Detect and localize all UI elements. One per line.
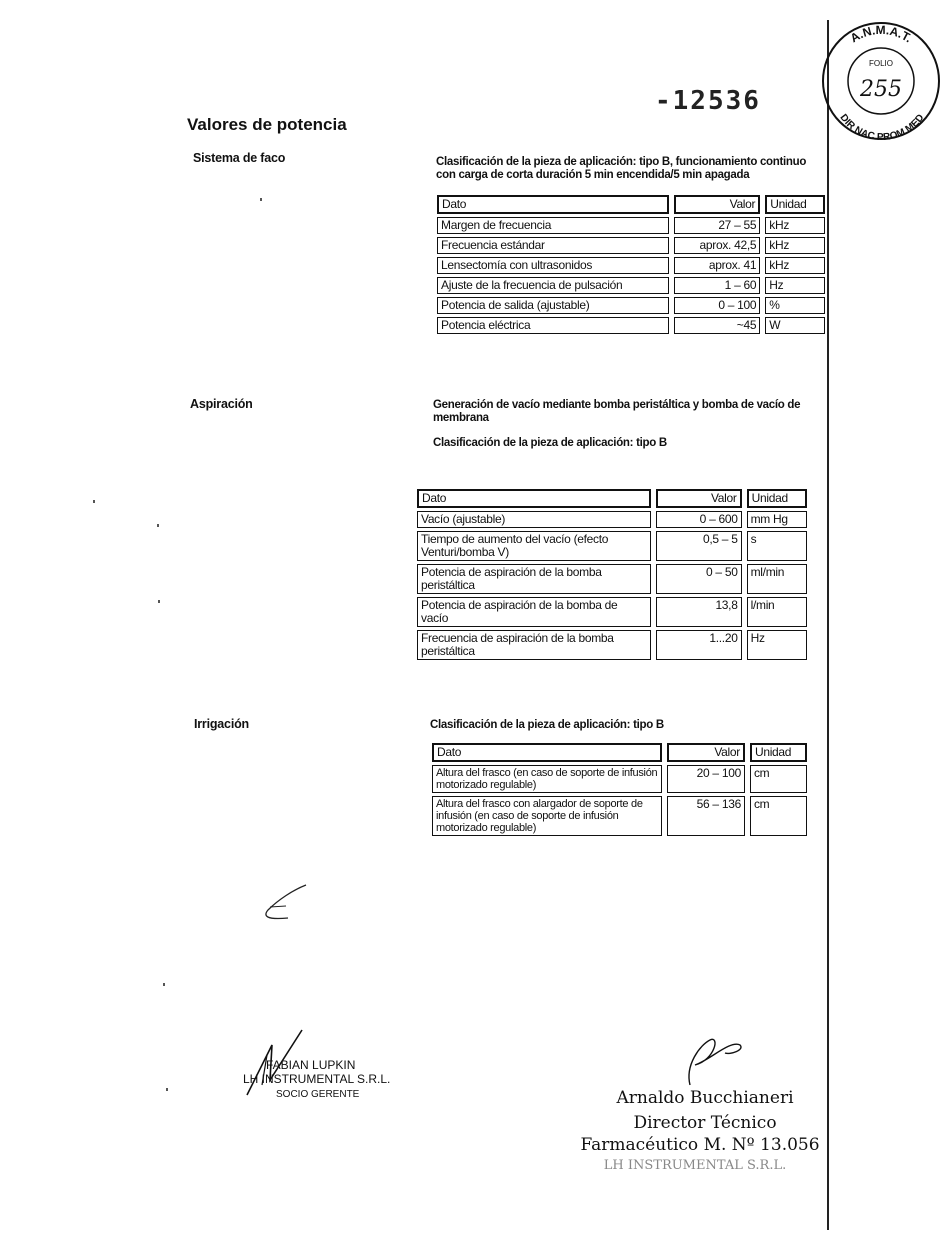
header-unidad: Unidad bbox=[747, 489, 807, 508]
cell-unidad: % bbox=[765, 297, 825, 314]
cell-unidad: mm Hg bbox=[747, 511, 807, 528]
table-header-row bbox=[437, 195, 825, 214]
header-dato: Dato bbox=[417, 489, 651, 508]
cell-unidad: ml/min bbox=[747, 564, 807, 594]
cell-valor: ~45 bbox=[674, 317, 761, 334]
cell-dato: Tiempo de aumento del vacío (efecto Venturi/bomba V) bbox=[417, 531, 651, 561]
header-unidad: Unidad bbox=[750, 743, 807, 762]
table-row bbox=[417, 630, 807, 660]
cell-dato: Lensectomía con ultrasonidos bbox=[437, 257, 669, 274]
cell-unidad: W bbox=[765, 317, 825, 334]
handwritten-mark bbox=[258, 880, 318, 925]
table-row bbox=[437, 257, 825, 274]
header-valor: Valor bbox=[656, 489, 741, 508]
table-row bbox=[437, 277, 825, 294]
scan-speck bbox=[166, 1088, 168, 1091]
scan-speck bbox=[260, 198, 262, 201]
cell-dato: Vacío (ajustable) bbox=[417, 511, 651, 528]
table-row bbox=[437, 297, 825, 314]
cell-dato: Frecuencia estándar bbox=[437, 237, 669, 254]
signature-right-license: Farmacéutico M. Nº 13.056 bbox=[580, 1135, 820, 1155]
stamp-folio-label: FOLIO bbox=[868, 59, 894, 68]
cell-valor: 0,5 – 5 bbox=[656, 531, 741, 561]
table-row bbox=[417, 564, 807, 594]
cell-unidad: cm bbox=[750, 796, 807, 836]
cell-dato: Altura del frasco con alargador de soporte de infusión (en caso de soporte de infusión motorizado regulable) bbox=[432, 796, 662, 836]
signature-right-name: Arnaldo Bucchianeri bbox=[616, 1088, 794, 1108]
page-title: Valores de potencia bbox=[187, 115, 347, 134]
cell-valor: 1...20 bbox=[656, 630, 741, 660]
table-row bbox=[417, 531, 807, 561]
anmat-stamp bbox=[820, 20, 942, 142]
cell-dato: Potencia de salida (ajustable) bbox=[437, 297, 669, 314]
svg-text:DIR NAC PROM MED bbox=[837, 112, 926, 142]
signature-right-company: LH INSTRUMENTAL S.R.L. bbox=[603, 1158, 787, 1173]
cell-valor: 0 – 100 bbox=[674, 297, 761, 314]
header-valor: Valor bbox=[667, 743, 745, 762]
section-label-aspiracion: Aspiración bbox=[190, 397, 253, 411]
signature-left-role: SOCIO GERENTE bbox=[276, 1089, 360, 1100]
scan-speck bbox=[93, 500, 95, 503]
cell-dato: Potencia eléctrica bbox=[437, 317, 669, 334]
cell-unidad: cm bbox=[750, 765, 807, 793]
cell-dato: Altura del frasco (en caso de soporte de infusión motorizado regulable) bbox=[432, 765, 662, 793]
faco-table bbox=[432, 192, 830, 337]
cell-unidad: kHz bbox=[765, 237, 825, 254]
table-row bbox=[437, 317, 825, 334]
cell-unidad: Hz bbox=[747, 630, 807, 660]
cell-valor: aprox. 42,5 bbox=[674, 237, 761, 254]
stamp-folio-number: 255 bbox=[860, 77, 902, 102]
signature-right-role: Director Técnico bbox=[633, 1113, 777, 1133]
cell-unidad: l/min bbox=[747, 597, 807, 627]
table-header-row bbox=[417, 489, 807, 508]
section-label-faco: Sistema de faco bbox=[193, 151, 286, 165]
signature-left-name: FABIAN LUPKIN bbox=[266, 1058, 356, 1072]
cell-unidad: Hz bbox=[765, 277, 825, 294]
cell-dato: Frecuencia de aspiración de la bomba peristáltica bbox=[417, 630, 651, 660]
cell-valor: 0 – 600 bbox=[656, 511, 741, 528]
cell-unidad: kHz bbox=[765, 257, 825, 274]
header-valor: Valor bbox=[674, 195, 761, 214]
scan-speck bbox=[163, 983, 165, 986]
cell-valor: 27 – 55 bbox=[674, 217, 761, 234]
aspiracion-description: Generación de vacío mediante bomba peristáltica y bomba de vacío de membrana bbox=[433, 399, 801, 424]
aspiracion-classification: Clasificación de la pieza de aplicación: tipo B bbox=[433, 437, 667, 449]
cell-unidad: s bbox=[747, 531, 807, 561]
aspiracion-table bbox=[412, 486, 812, 663]
cell-dato: Potencia de aspiración de la bomba peristáltica bbox=[417, 564, 651, 594]
cell-unidad: kHz bbox=[765, 217, 825, 234]
section-label-irrigacion: Irrigación bbox=[194, 717, 249, 731]
header-dato: Dato bbox=[432, 743, 662, 762]
table-row bbox=[437, 237, 825, 254]
cell-valor: 20 – 100 bbox=[667, 765, 745, 793]
svg-text:A.N.M.A.T. bbox=[848, 23, 915, 45]
table-row bbox=[432, 796, 807, 836]
cell-dato: Ajuste de la frecuencia de pulsación bbox=[437, 277, 669, 294]
header-unidad: Unidad bbox=[765, 195, 825, 214]
signature-right-scribble bbox=[670, 1025, 750, 1095]
cell-valor: aprox. 41 bbox=[674, 257, 761, 274]
irrigacion-classification: Clasificación de la pieza de aplicación: tipo B bbox=[430, 719, 664, 731]
faco-description: Clasificación de la pieza de aplicación: tipo B, funcionamiento continuo con carga de corta duración 5 min encendida/5 min apagada bbox=[436, 156, 807, 181]
cell-valor: 13,8 bbox=[656, 597, 741, 627]
stamp-top-text: A.N.M.A.T. bbox=[847, 22, 915, 46]
cell-dato: Potencia de aspiración de la bomba de vacío bbox=[417, 597, 651, 627]
cell-valor: 1 – 60 bbox=[674, 277, 761, 294]
cell-dato: Margen de frecuencia bbox=[437, 217, 669, 234]
stamp-bottom-text: DIR NAC PROM MED bbox=[837, 112, 927, 142]
scan-speck bbox=[157, 524, 159, 527]
table-header-row bbox=[432, 743, 807, 762]
table-row bbox=[417, 511, 807, 528]
table-row bbox=[417, 597, 807, 627]
signature-left-company: LH INSTRUMENTAL S.R.L. bbox=[243, 1072, 391, 1086]
scan-speck bbox=[158, 600, 160, 603]
document-number: -12536 bbox=[655, 86, 761, 116]
cell-valor: 0 – 50 bbox=[656, 564, 741, 594]
irrigacion-table bbox=[427, 740, 812, 839]
cell-valor: 56 – 136 bbox=[667, 796, 745, 836]
table-row bbox=[437, 217, 825, 234]
table-row bbox=[432, 765, 807, 793]
header-dato: Dato bbox=[437, 195, 669, 214]
